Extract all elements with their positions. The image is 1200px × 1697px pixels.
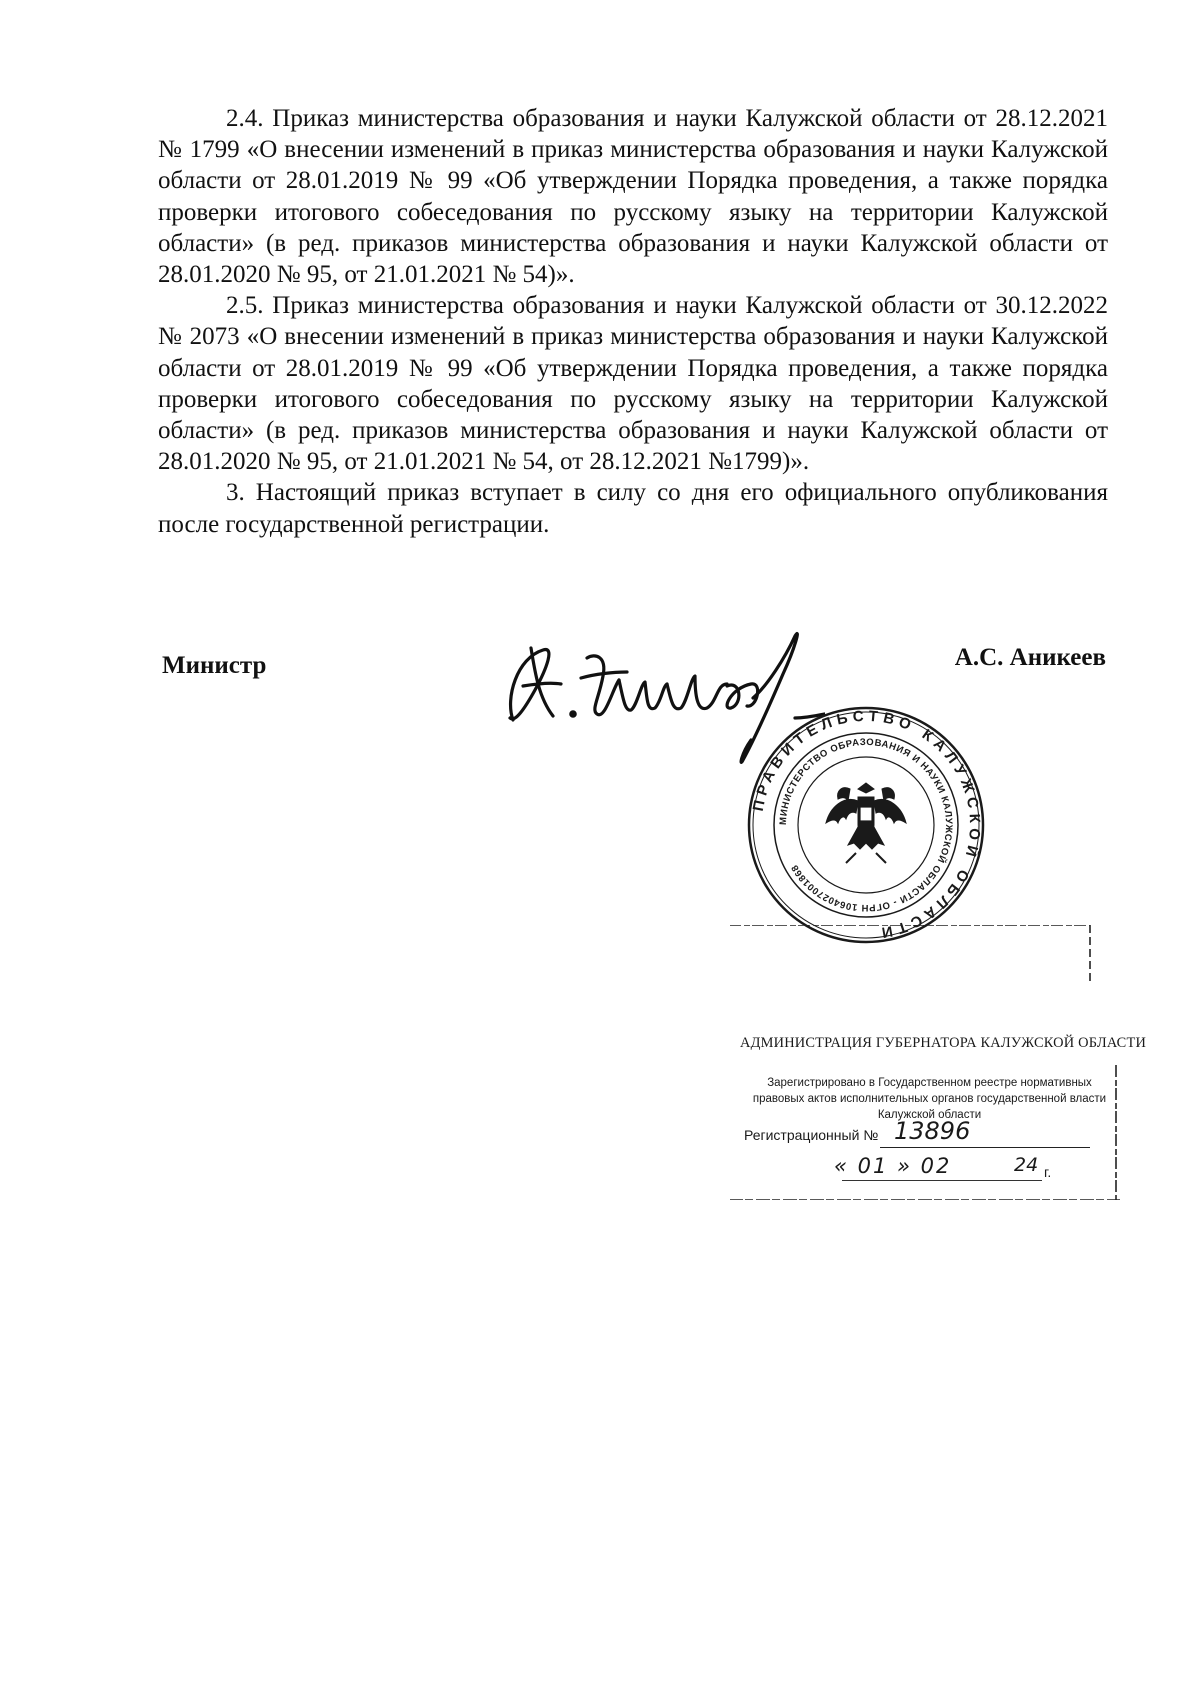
paragraph-3: 3. Настоящий приказ вступает в силу со дня его официального опубликования после государственной регистрации. — [158, 479, 1108, 538]
registration-number-value: 13896 — [894, 1117, 971, 1145]
paragraph-2-4: 2.4. Приказ министерства образования и науки Калужской области от 28.12.2021 № 1799 «О внесении изменений в приказ министерства образования и науки Калужской области от 28.01.2019 № 99 «Об утверждении Порядка проведения, а также порядка проверки итогового собеседования по русскому языку на территории Калужской области» (в ред. приказов министерства образования и науки Калужской области от 28.01.2020 № 95, от 21.01.2021 № 54)». — [158, 105, 1108, 289]
registration-number-label: Регистрационный № — [744, 1127, 879, 1143]
registration-number-row — [744, 1117, 1114, 1145]
registration-date: « 01 » 02 — [834, 1154, 952, 1178]
registration-note — [752, 1075, 1107, 1123]
registration-date-underline — [842, 1180, 1042, 1181]
registration-year-suffix: г. — [1044, 1164, 1052, 1180]
registration-line-3: Калужской области — [877, 1109, 982, 1121]
paragraph-2-5: 2.5. Приказ министерства образования и науки Калужской области от 30.12.2022 № 2073 «О внесении изменений в приказ министерства образования и науки Калужской области от 28.01.2019 № 99 «Об утверждении Порядка проведения, а также порядка проверки итогового собеседования по русскому языку на территории Калужской области» (в ред. приказов министерства образования и науки Калужской области от 28.01.2020 № 95, от 21.01.2021 № 54, от 28.12.2021 №1799)». — [158, 292, 1108, 476]
registration-line-1: Зарегистрировано в Государственном реестре нормативных — [767, 1077, 1092, 1089]
registration-stamp — [730, 925, 1147, 1200]
official-seal — [746, 705, 986, 945]
seal-inner-text: МИНИСТЕРСТВО ОБРАЗОВАНИЯ И НАУКИ КАЛУЖСКОЙ ОБЛАСТИ - ОГРН 1064027001868 — [777, 736, 955, 914]
registration-authority: АДМИНИСТРАЦИЯ ГУБЕРНАТОРА КАЛУЖСКОЙ ОБЛАСТИ — [740, 1035, 1147, 1051]
seal-outer-text: ПРАВИТЕЛЬСТВО КАЛУЖСКОЙ ОБЛАСТИ — [749, 707, 984, 942]
signatory-title: Министр — [162, 652, 267, 679]
signatory-name: А.С. Аникеев — [954, 644, 1106, 671]
registration-line-2: правовых актов исполнительных органов государственной власти — [752, 1093, 1107, 1105]
registration-number-underline — [880, 1147, 1090, 1148]
document-body — [158, 103, 1108, 540]
registration-year: 24 — [1014, 1154, 1039, 1176]
coat-of-arms-icon — [826, 783, 906, 863]
